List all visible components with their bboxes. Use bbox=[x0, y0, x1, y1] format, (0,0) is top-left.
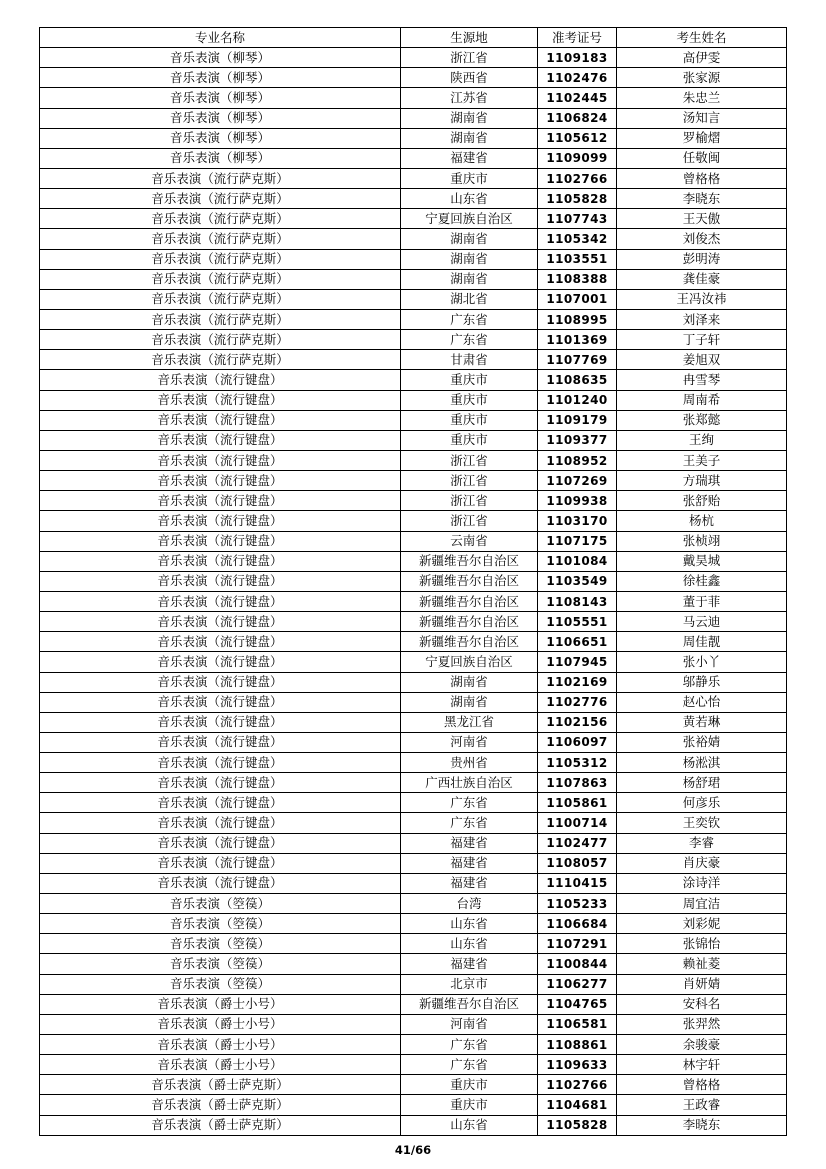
cell-major: 音乐表演（流行键盘） bbox=[40, 551, 401, 571]
cell-name: 林宇轩 bbox=[617, 1055, 787, 1075]
admission-roster-table bbox=[39, 27, 787, 1136]
cell-origin: 广东省 bbox=[401, 309, 538, 329]
cell-origin: 浙江省 bbox=[401, 450, 538, 470]
cell-major: 音乐表演（流行键盘） bbox=[40, 591, 401, 611]
cell-major: 音乐表演（流行键盘） bbox=[40, 773, 401, 793]
cell-major: 音乐表演（流行键盘） bbox=[40, 390, 401, 410]
cell-name: 董于菲 bbox=[617, 591, 787, 611]
table-row bbox=[40, 350, 787, 370]
cell-exam-id: 1105828 bbox=[538, 1115, 617, 1135]
cell-origin: 宁夏回族自治区 bbox=[401, 652, 538, 672]
cell-origin: 新疆维吾尔自治区 bbox=[401, 612, 538, 632]
cell-name: 冉雪琴 bbox=[617, 370, 787, 390]
cell-major: 音乐表演（流行萨克斯） bbox=[40, 229, 401, 249]
cell-name: 杨杭 bbox=[617, 511, 787, 531]
cell-exam-id: 1109633 bbox=[538, 1055, 617, 1075]
cell-major: 音乐表演（爵士小号） bbox=[40, 1014, 401, 1034]
cell-name: 姜旭双 bbox=[617, 350, 787, 370]
cell-major: 音乐表演（流行萨克斯） bbox=[40, 168, 401, 188]
cell-major: 音乐表演（流行键盘） bbox=[40, 873, 401, 893]
cell-exam-id: 1104681 bbox=[538, 1095, 617, 1115]
cell-exam-id: 1103551 bbox=[538, 249, 617, 269]
cell-origin: 宁夏回族自治区 bbox=[401, 209, 538, 229]
cell-name: 张舒贻 bbox=[617, 491, 787, 511]
cell-major: 音乐表演（柳琴） bbox=[40, 108, 401, 128]
cell-name: 曾格格 bbox=[617, 1075, 787, 1095]
cell-name: 李晓东 bbox=[617, 189, 787, 209]
cell-major: 音乐表演（流行键盘） bbox=[40, 370, 401, 390]
cell-exam-id: 1103549 bbox=[538, 571, 617, 591]
table-row bbox=[40, 1115, 787, 1135]
table-row bbox=[40, 209, 787, 229]
cell-name: 汤知言 bbox=[617, 108, 787, 128]
cell-major: 音乐表演（流行键盘） bbox=[40, 430, 401, 450]
cell-origin: 广东省 bbox=[401, 1055, 538, 1075]
cell-name: 丁子轩 bbox=[617, 330, 787, 350]
cell-exam-id: 1107863 bbox=[538, 773, 617, 793]
cell-origin: 广东省 bbox=[401, 1035, 538, 1055]
table-row bbox=[40, 1055, 787, 1075]
cell-name: 王绚 bbox=[617, 430, 787, 450]
cell-origin: 新疆维吾尔自治区 bbox=[401, 551, 538, 571]
cell-major: 音乐表演（爵士萨克斯） bbox=[40, 1115, 401, 1135]
cell-name: 赖祉菱 bbox=[617, 954, 787, 974]
cell-origin: 山东省 bbox=[401, 189, 538, 209]
cell-exam-id: 1102776 bbox=[538, 692, 617, 712]
cell-major: 音乐表演（流行键盘） bbox=[40, 833, 401, 853]
cell-major: 音乐表演（箜篌） bbox=[40, 974, 401, 994]
cell-name: 徐桂鑫 bbox=[617, 571, 787, 591]
cell-major: 音乐表演（流行萨克斯） bbox=[40, 209, 401, 229]
table-row bbox=[40, 934, 787, 954]
cell-major: 音乐表演（流行键盘） bbox=[40, 652, 401, 672]
cell-exam-id: 1108057 bbox=[538, 853, 617, 873]
cell-name: 何彦乐 bbox=[617, 793, 787, 813]
table-row bbox=[40, 249, 787, 269]
cell-origin: 重庆市 bbox=[401, 1095, 538, 1115]
table-row bbox=[40, 491, 787, 511]
table-row bbox=[40, 471, 787, 491]
cell-major: 音乐表演（流行键盘） bbox=[40, 732, 401, 752]
cell-name: 周南希 bbox=[617, 390, 787, 410]
cell-origin: 北京市 bbox=[401, 974, 538, 994]
table-row bbox=[40, 833, 787, 853]
cell-origin: 陕西省 bbox=[401, 68, 538, 88]
cell-origin: 云南省 bbox=[401, 531, 538, 551]
cell-exam-id: 1107743 bbox=[538, 209, 617, 229]
header-origin: 生源地 bbox=[401, 28, 538, 48]
cell-major: 音乐表演（流行萨克斯） bbox=[40, 289, 401, 309]
cell-exam-id: 1105342 bbox=[538, 229, 617, 249]
cell-exam-id: 1107769 bbox=[538, 350, 617, 370]
cell-major: 音乐表演（流行键盘） bbox=[40, 632, 401, 652]
table-row bbox=[40, 732, 787, 752]
cell-exam-id: 1105551 bbox=[538, 612, 617, 632]
cell-exam-id: 1105828 bbox=[538, 189, 617, 209]
cell-name: 王美子 bbox=[617, 450, 787, 470]
cell-name: 王天傲 bbox=[617, 209, 787, 229]
cell-exam-id: 1106824 bbox=[538, 108, 617, 128]
cell-exam-id: 1104765 bbox=[538, 994, 617, 1014]
cell-origin: 湖南省 bbox=[401, 249, 538, 269]
cell-exam-id: 1106684 bbox=[538, 914, 617, 934]
cell-major: 音乐表演（流行键盘） bbox=[40, 491, 401, 511]
header-major: 专业名称 bbox=[40, 28, 401, 48]
cell-name: 杨舒珺 bbox=[617, 773, 787, 793]
cell-name: 余骏豪 bbox=[617, 1035, 787, 1055]
table-row bbox=[40, 309, 787, 329]
cell-origin: 福建省 bbox=[401, 954, 538, 974]
cell-exam-id: 1110415 bbox=[538, 873, 617, 893]
cell-major: 音乐表演（流行键盘） bbox=[40, 410, 401, 430]
cell-exam-id: 1102169 bbox=[538, 672, 617, 692]
cell-name: 杨淞淇 bbox=[617, 753, 787, 773]
cell-exam-id: 1106097 bbox=[538, 732, 617, 752]
cell-origin: 江苏省 bbox=[401, 88, 538, 108]
cell-major: 音乐表演（流行键盘） bbox=[40, 612, 401, 632]
table-row bbox=[40, 189, 787, 209]
table-row bbox=[40, 853, 787, 873]
cell-exam-id: 1108388 bbox=[538, 269, 617, 289]
table-row bbox=[40, 330, 787, 350]
cell-exam-id: 1105312 bbox=[538, 753, 617, 773]
cell-exam-id: 1105612 bbox=[538, 128, 617, 148]
cell-origin: 浙江省 bbox=[401, 511, 538, 531]
table-row bbox=[40, 531, 787, 551]
header-exam-id: 准考证号 bbox=[538, 28, 617, 48]
cell-name: 戴昊城 bbox=[617, 551, 787, 571]
cell-name: 高伊雯 bbox=[617, 48, 787, 68]
table-row bbox=[40, 390, 787, 410]
table-row bbox=[40, 48, 787, 68]
table-header-row bbox=[40, 28, 787, 48]
cell-exam-id: 1105233 bbox=[538, 894, 617, 914]
cell-name: 张家源 bbox=[617, 68, 787, 88]
cell-exam-id: 1109099 bbox=[538, 148, 617, 168]
table-row bbox=[40, 914, 787, 934]
cell-name: 彭明涛 bbox=[617, 249, 787, 269]
table-row bbox=[40, 974, 787, 994]
cell-exam-id: 1102445 bbox=[538, 88, 617, 108]
cell-name: 邬静乐 bbox=[617, 672, 787, 692]
cell-name: 李睿 bbox=[617, 833, 787, 853]
cell-origin: 湖南省 bbox=[401, 229, 538, 249]
cell-name: 张裕婧 bbox=[617, 732, 787, 752]
cell-name: 罗榆熠 bbox=[617, 128, 787, 148]
cell-origin: 广西壮族自治区 bbox=[401, 773, 538, 793]
table-row bbox=[40, 793, 787, 813]
cell-exam-id: 1103170 bbox=[538, 511, 617, 531]
cell-origin: 新疆维吾尔自治区 bbox=[401, 591, 538, 611]
cell-origin: 新疆维吾尔自治区 bbox=[401, 571, 538, 591]
table-row bbox=[40, 753, 787, 773]
cell-name: 李晓东 bbox=[617, 1115, 787, 1135]
cell-major: 音乐表演（箜篌） bbox=[40, 914, 401, 934]
table-row bbox=[40, 994, 787, 1014]
cell-exam-id: 1108995 bbox=[538, 309, 617, 329]
cell-exam-id: 1108861 bbox=[538, 1035, 617, 1055]
cell-origin: 新疆维吾尔自治区 bbox=[401, 994, 538, 1014]
table-row bbox=[40, 551, 787, 571]
cell-major: 音乐表演（柳琴） bbox=[40, 128, 401, 148]
cell-major: 音乐表演（箜篌） bbox=[40, 894, 401, 914]
table-row bbox=[40, 229, 787, 249]
cell-major: 音乐表演（爵士萨克斯） bbox=[40, 1075, 401, 1095]
cell-major: 音乐表演（流行萨克斯） bbox=[40, 330, 401, 350]
cell-exam-id: 1102477 bbox=[538, 833, 617, 853]
cell-origin: 广东省 bbox=[401, 330, 538, 350]
cell-major: 音乐表演（流行萨克斯） bbox=[40, 189, 401, 209]
header-name: 考生姓名 bbox=[617, 28, 787, 48]
cell-major: 音乐表演（流行键盘） bbox=[40, 813, 401, 833]
cell-exam-id: 1107945 bbox=[538, 652, 617, 672]
cell-origin: 黑龙江省 bbox=[401, 712, 538, 732]
cell-origin: 河南省 bbox=[401, 732, 538, 752]
cell-origin: 广东省 bbox=[401, 793, 538, 813]
cell-exam-id: 1101369 bbox=[538, 330, 617, 350]
cell-origin: 河南省 bbox=[401, 1014, 538, 1034]
cell-origin: 福建省 bbox=[401, 148, 538, 168]
cell-name: 张羿然 bbox=[617, 1014, 787, 1034]
cell-exam-id: 1109183 bbox=[538, 48, 617, 68]
cell-name: 刘彩妮 bbox=[617, 914, 787, 934]
table-row bbox=[40, 591, 787, 611]
cell-origin: 湖南省 bbox=[401, 108, 538, 128]
cell-origin: 福建省 bbox=[401, 873, 538, 893]
cell-exam-id: 1102476 bbox=[538, 68, 617, 88]
cell-major: 音乐表演（流行键盘） bbox=[40, 450, 401, 470]
table-row bbox=[40, 632, 787, 652]
cell-exam-id: 1106277 bbox=[538, 974, 617, 994]
cell-name: 涂诗洋 bbox=[617, 873, 787, 893]
table-row bbox=[40, 269, 787, 289]
table-row bbox=[40, 289, 787, 309]
cell-origin: 山东省 bbox=[401, 914, 538, 934]
cell-exam-id: 1106581 bbox=[538, 1014, 617, 1034]
cell-name: 肖妍婧 bbox=[617, 974, 787, 994]
cell-name: 肖庆豪 bbox=[617, 853, 787, 873]
cell-major: 音乐表演（流行键盘） bbox=[40, 672, 401, 692]
table-row bbox=[40, 68, 787, 88]
cell-origin: 福建省 bbox=[401, 853, 538, 873]
cell-origin: 湖南省 bbox=[401, 269, 538, 289]
cell-major: 音乐表演（柳琴） bbox=[40, 68, 401, 88]
cell-exam-id: 1109377 bbox=[538, 430, 617, 450]
table-row bbox=[40, 571, 787, 591]
cell-major: 音乐表演（箜篌） bbox=[40, 954, 401, 974]
cell-origin: 山东省 bbox=[401, 934, 538, 954]
cell-name: 张小丫 bbox=[617, 652, 787, 672]
page-number: 41/66 bbox=[394, 1143, 432, 1157]
table-row bbox=[40, 873, 787, 893]
cell-exam-id: 1102766 bbox=[538, 1075, 617, 1095]
table-row bbox=[40, 128, 787, 148]
table-row bbox=[40, 370, 787, 390]
table-row bbox=[40, 712, 787, 732]
cell-origin: 广东省 bbox=[401, 813, 538, 833]
cell-name: 赵心怡 bbox=[617, 692, 787, 712]
cell-major: 音乐表演（爵士小号） bbox=[40, 1055, 401, 1075]
cell-name: 刘俊杰 bbox=[617, 229, 787, 249]
cell-name: 任敬闽 bbox=[617, 148, 787, 168]
cell-origin: 湖北省 bbox=[401, 289, 538, 309]
cell-origin: 浙江省 bbox=[401, 48, 538, 68]
table-body bbox=[40, 48, 787, 1136]
cell-name: 周宜洁 bbox=[617, 894, 787, 914]
cell-name: 王奕钦 bbox=[617, 813, 787, 833]
cell-origin: 重庆市 bbox=[401, 430, 538, 450]
cell-exam-id: 1108635 bbox=[538, 370, 617, 390]
table-row bbox=[40, 1014, 787, 1034]
table-row bbox=[40, 148, 787, 168]
cell-origin: 福建省 bbox=[401, 833, 538, 853]
cell-origin: 台湾 bbox=[401, 894, 538, 914]
cell-name: 方瑞琪 bbox=[617, 471, 787, 491]
cell-major: 音乐表演（流行萨克斯） bbox=[40, 350, 401, 370]
cell-major: 音乐表演（爵士小号） bbox=[40, 1035, 401, 1055]
cell-exam-id: 1108143 bbox=[538, 591, 617, 611]
cell-major: 音乐表演（柳琴） bbox=[40, 148, 401, 168]
cell-major: 音乐表演（柳琴） bbox=[40, 48, 401, 68]
cell-name: 王冯汝祎 bbox=[617, 289, 787, 309]
cell-origin: 甘肃省 bbox=[401, 350, 538, 370]
cell-major: 音乐表演（流行键盘） bbox=[40, 793, 401, 813]
cell-origin: 浙江省 bbox=[401, 471, 538, 491]
cell-exam-id: 1102156 bbox=[538, 712, 617, 732]
cell-exam-id: 1101240 bbox=[538, 390, 617, 410]
cell-exam-id: 1100844 bbox=[538, 954, 617, 974]
cell-major: 音乐表演（爵士萨克斯） bbox=[40, 1095, 401, 1115]
cell-name: 龚佳豪 bbox=[617, 269, 787, 289]
cell-major: 音乐表演（流行键盘） bbox=[40, 692, 401, 712]
cell-origin: 贵州省 bbox=[401, 753, 538, 773]
cell-exam-id: 1105861 bbox=[538, 793, 617, 813]
table-row bbox=[40, 894, 787, 914]
cell-name: 周佳靓 bbox=[617, 632, 787, 652]
table-row bbox=[40, 1075, 787, 1095]
cell-major: 音乐表演（流行键盘） bbox=[40, 511, 401, 531]
cell-origin: 重庆市 bbox=[401, 390, 538, 410]
cell-name: 黄若琳 bbox=[617, 712, 787, 732]
table-row bbox=[40, 652, 787, 672]
cell-major: 音乐表演（流行键盘） bbox=[40, 531, 401, 551]
cell-exam-id: 1107291 bbox=[538, 934, 617, 954]
table-row bbox=[40, 511, 787, 531]
cell-origin: 新疆维吾尔自治区 bbox=[401, 632, 538, 652]
cell-major: 音乐表演（柳琴） bbox=[40, 88, 401, 108]
cell-name: 曾格格 bbox=[617, 168, 787, 188]
table-row bbox=[40, 1035, 787, 1055]
table-row bbox=[40, 773, 787, 793]
table-row bbox=[40, 692, 787, 712]
cell-name: 张锦怡 bbox=[617, 934, 787, 954]
cell-exam-id: 1107175 bbox=[538, 531, 617, 551]
table-row bbox=[40, 672, 787, 692]
cell-exam-id: 1108952 bbox=[538, 450, 617, 470]
cell-major: 音乐表演（爵士小号） bbox=[40, 994, 401, 1014]
table-row bbox=[40, 954, 787, 974]
cell-name: 安科名 bbox=[617, 994, 787, 1014]
cell-major: 音乐表演（流行键盘） bbox=[40, 712, 401, 732]
cell-major: 音乐表演（流行键盘） bbox=[40, 571, 401, 591]
cell-origin: 重庆市 bbox=[401, 370, 538, 390]
cell-origin: 山东省 bbox=[401, 1115, 538, 1135]
table-row bbox=[40, 430, 787, 450]
cell-major: 音乐表演（流行键盘） bbox=[40, 753, 401, 773]
table-row bbox=[40, 88, 787, 108]
cell-exam-id: 1107001 bbox=[538, 289, 617, 309]
cell-origin: 湖南省 bbox=[401, 128, 538, 148]
cell-origin: 湖南省 bbox=[401, 672, 538, 692]
cell-exam-id: 1109179 bbox=[538, 410, 617, 430]
cell-origin: 浙江省 bbox=[401, 491, 538, 511]
table-row bbox=[40, 813, 787, 833]
cell-major: 音乐表演（流行键盘） bbox=[40, 471, 401, 491]
cell-major: 音乐表演（流行萨克斯） bbox=[40, 269, 401, 289]
cell-name: 刘泽来 bbox=[617, 309, 787, 329]
cell-name: 马云迪 bbox=[617, 612, 787, 632]
roster-sheet bbox=[39, 27, 786, 1136]
cell-major: 音乐表演（流行萨克斯） bbox=[40, 309, 401, 329]
cell-origin: 湖南省 bbox=[401, 692, 538, 712]
cell-major: 音乐表演（流行萨克斯） bbox=[40, 249, 401, 269]
cell-major: 音乐表演（流行键盘） bbox=[40, 853, 401, 873]
table-row bbox=[40, 168, 787, 188]
cell-exam-id: 1100714 bbox=[538, 813, 617, 833]
cell-name: 张郑懿 bbox=[617, 410, 787, 430]
cell-major: 音乐表演（箜篌） bbox=[40, 934, 401, 954]
cell-name: 朱忠兰 bbox=[617, 88, 787, 108]
cell-origin: 重庆市 bbox=[401, 410, 538, 430]
table-row bbox=[40, 108, 787, 128]
cell-origin: 重庆市 bbox=[401, 168, 538, 188]
cell-exam-id: 1109938 bbox=[538, 491, 617, 511]
cell-name: 王政睿 bbox=[617, 1095, 787, 1115]
table-row bbox=[40, 410, 787, 430]
table-row bbox=[40, 450, 787, 470]
table-row bbox=[40, 612, 787, 632]
cell-exam-id: 1107269 bbox=[538, 471, 617, 491]
cell-exam-id: 1101084 bbox=[538, 551, 617, 571]
cell-name: 张桢翊 bbox=[617, 531, 787, 551]
table-row bbox=[40, 1095, 787, 1115]
cell-exam-id: 1106651 bbox=[538, 632, 617, 652]
cell-origin: 重庆市 bbox=[401, 1075, 538, 1095]
cell-exam-id: 1102766 bbox=[538, 168, 617, 188]
